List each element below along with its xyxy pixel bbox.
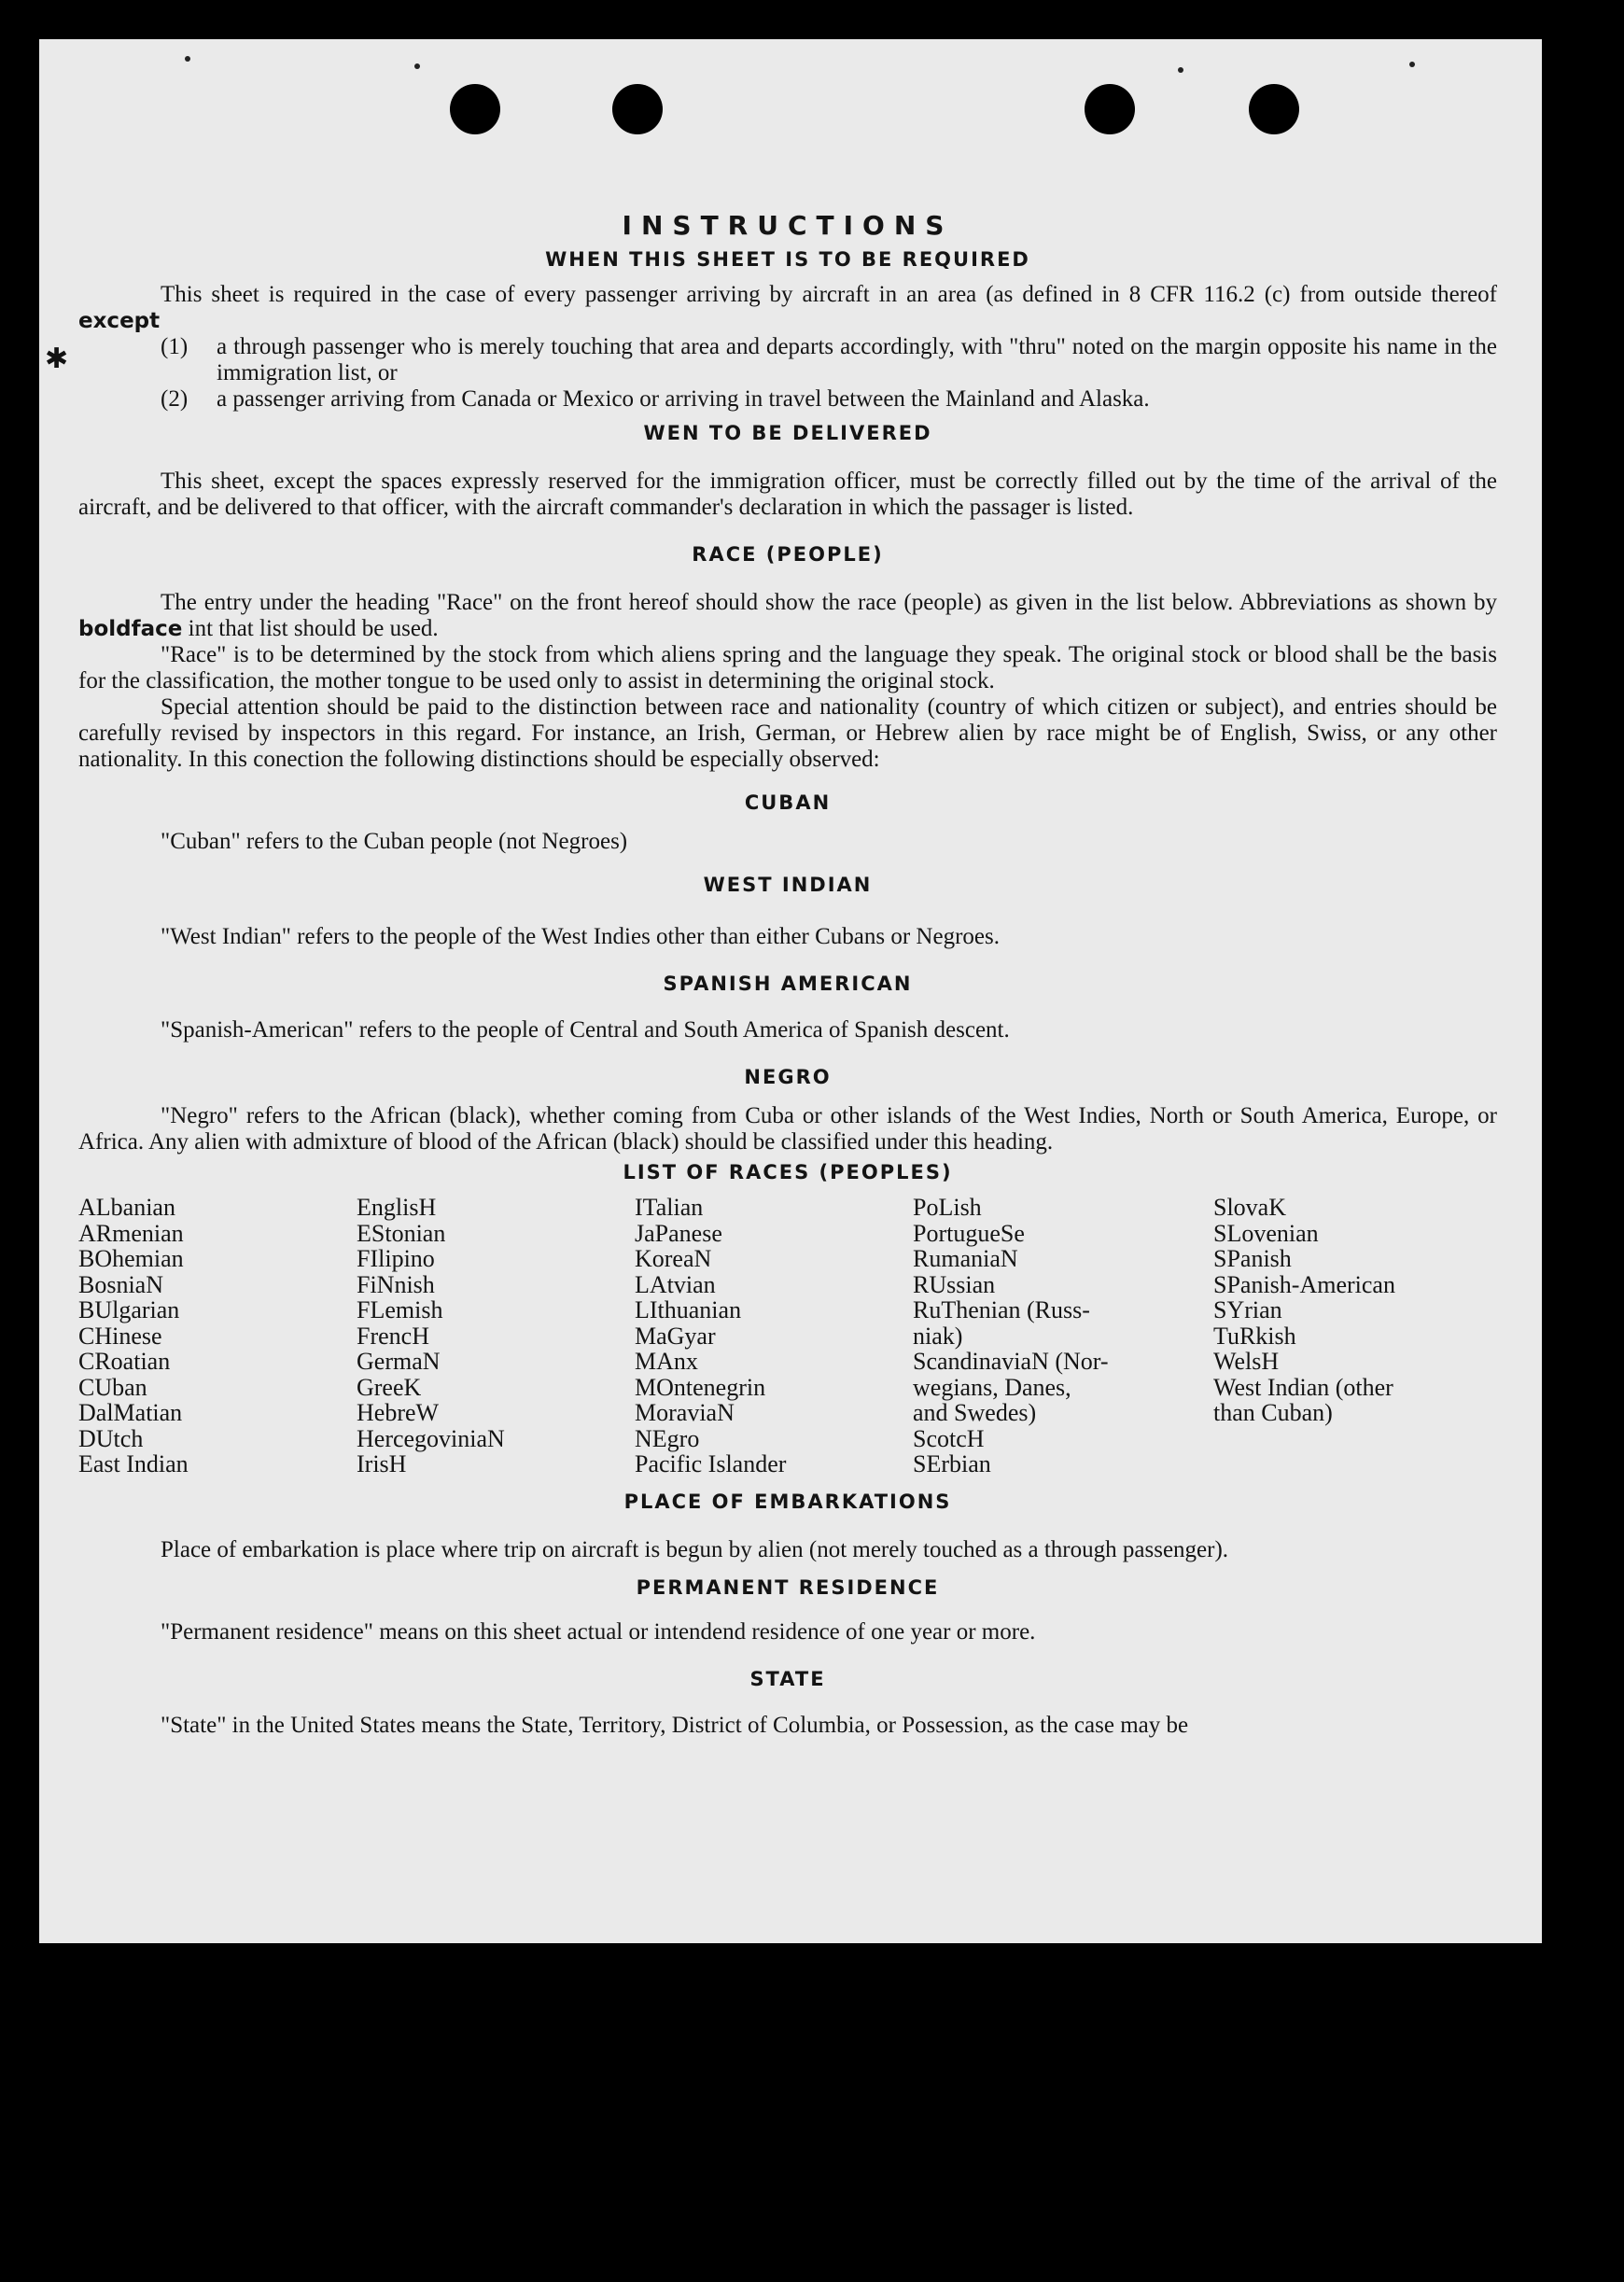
list-item (78, 386, 1497, 413)
paragraph-race-1b: int that list should be used. (188, 616, 439, 641)
race-entry: EStonian (357, 1219, 446, 1247)
punch-hole (1249, 84, 1299, 134)
race-list (78, 1195, 1497, 1477)
race-entry: JaPanese (635, 1219, 722, 1247)
list-item (78, 334, 1497, 386)
section-heading-spanish-american: SPANISH AMERICAN (663, 973, 913, 995)
race-entry: KoreaN (635, 1245, 712, 1272)
paragraph-race-1a: The entry under the heading "Race" on the front hereof should show the race (people) as given in the list below. Abbreviations as shown by (161, 590, 1497, 615)
paragraph-west-indian: "West Indian" refers to the people of the West Indies other than either Cubans or Negroes. (161, 924, 1000, 949)
race-entry: TuRkish (1213, 1322, 1296, 1350)
section-heading-cuban: CUBAN (744, 791, 832, 814)
section-heading-negro: NEGRO (744, 1066, 832, 1088)
paragraph-state: "State" in the United States means the State, Territory, District of Columbia, or Possession, as the case may be (161, 1712, 1189, 1738)
punch-hole (1085, 84, 1135, 134)
race-entry: FrencH (357, 1322, 429, 1350)
race-entry: ITalian (635, 1194, 704, 1221)
paragraph-required (78, 282, 1497, 334)
race-entry: MoraviaN (635, 1399, 735, 1426)
race-entry: PoLish (913, 1194, 982, 1221)
race-entry: EnglisH (357, 1194, 437, 1221)
race-entry: FIlipino (357, 1245, 435, 1272)
paragraph-required-text: This sheet is required in the case of every passenger arriving by aircraft in an area (as defined in 8 CFR 116.2 (c) from outside thereof (161, 282, 1497, 307)
race-entry: LAtvian (635, 1270, 716, 1298)
race-entry: FLemish (357, 1296, 443, 1323)
race-entry: DalMatian (78, 1399, 183, 1426)
race-entry: East Indian (78, 1450, 189, 1477)
paragraph-embarkation: Place of embarkation is place where trip on aircraft is begun by alien (not merely touched as a through passenger). (161, 1536, 1229, 1562)
section-heading-residence: PERMANENT RESIDENCE (636, 1575, 940, 1599)
section-heading-west-indian: WEST INDIAN (703, 874, 873, 896)
paper-speck (414, 63, 420, 69)
race-entry: BUlgarian (78, 1296, 180, 1323)
race-entry: CRoatian (78, 1348, 171, 1375)
paragraph-delivered: This sheet, except the spaces expressly reserved for the immigration officer, must be correctly filled out by the time of the arrival of the aircraft, and be delivered to that officer, with the aircraft commander's declaration in which the passager is listed. (78, 469, 1497, 520)
punch-hole (450, 84, 500, 134)
margin-mark: ✱ (45, 343, 69, 374)
list-item-text: a passenger arriving from Canada or Mexico or arriving in travel between the Mainland and Alaska. (217, 386, 1150, 412)
document-page (39, 39, 1542, 1943)
paper-speck (1178, 67, 1183, 73)
race-entry: GermaN (357, 1348, 441, 1375)
race-entry: CHinese (78, 1322, 162, 1350)
race-entry: SPanish-American (1213, 1270, 1395, 1298)
race-entry: CUban (78, 1373, 147, 1401)
paragraph-negro: "Negro" refers to the African (black), whether coming from Cuba or other islands of the West Indies, North or South America, Europe, or Africa. Any alien with admixture of blood of the African (black) should be classified under this heading. (78, 1103, 1497, 1155)
race-entry: SLovenian (1213, 1219, 1319, 1247)
race-entry: HebreW (357, 1399, 440, 1426)
punch-hole (612, 84, 663, 134)
race-entry: SPanish (1213, 1245, 1292, 1272)
section-heading-state: STATE (749, 1667, 826, 1690)
race-entry: ARmenian (78, 1219, 184, 1247)
race-entry: ScandinaviaN (Nor- wegians, Danes, and Swedes) (913, 1348, 1109, 1426)
race-entry: MAnx (635, 1348, 698, 1375)
race-column (1213, 1195, 1497, 1477)
boldface-word: boldface (78, 617, 183, 641)
race-entry: MOntenegrin (635, 1373, 766, 1401)
section-heading-embarkation: PLACE OF EMBARKATIONS (623, 1490, 952, 1513)
race-entry: RuThenian (Russ- niak) (913, 1296, 1090, 1350)
race-entry: SErbian (913, 1450, 991, 1477)
except-word: except (78, 309, 161, 333)
race-column (913, 1195, 1213, 1477)
section-heading-delivered: WEN TO BE DELIVERED (643, 422, 932, 444)
race-column (78, 1195, 357, 1477)
race-entry: IrisH (357, 1450, 407, 1477)
list-item-number: (1) (161, 334, 189, 359)
race-entry: PortugueSe (913, 1219, 1025, 1247)
paper-speck (185, 56, 190, 62)
list-item-text: a through passenger who is merely touching that area and departs accordingly, with "thru" noted on the margin opposite his name in the immigration list, or (217, 334, 1497, 385)
race-entry: West Indian (other than Cuban) (1213, 1373, 1393, 1426)
paragraph-cuban: "Cuban" refers to the Cuban people (not Negroes) (161, 829, 628, 854)
section-heading-required: WHEN THIS SHEET IS TO BE REQUIRED (545, 248, 1030, 271)
paragraph-residence: "Permanent residence" means on this sheet actual or intendend residence of one year or more. (161, 1618, 1036, 1645)
race-entry: HercegoviniaN (357, 1424, 505, 1452)
paragraph-race-1 (78, 590, 1497, 642)
race-column (635, 1195, 913, 1477)
list-item-number: (2) (161, 386, 189, 412)
race-entry: BosniaN (78, 1270, 163, 1298)
race-entry: Pacific Islander (635, 1450, 787, 1477)
race-column (357, 1195, 635, 1477)
race-entry: SlovaK (1213, 1194, 1286, 1221)
race-entry: BOhemian (78, 1245, 184, 1272)
page-title: INSTRUCTIONS (622, 210, 954, 241)
race-entry: FiNnish (357, 1270, 435, 1298)
race-entry: NEgro (635, 1424, 700, 1452)
race-entry: LIthuanian (635, 1296, 742, 1323)
race-entry: WelsH (1213, 1348, 1280, 1375)
paragraph-race-2: "Race" is to be determined by the stock from which aliens spring and the language they speak. The original stock or blood shall be the basis for the classification, the mother tongue to be used only to assist in determining the original stock. (78, 642, 1497, 693)
race-entry: DUtch (78, 1424, 144, 1452)
instructions-text (78, 170, 1497, 1739)
race-entry: ALbanian (78, 1194, 175, 1221)
paragraph-spanish-american: "Spanish-American" refers to the people of Central and South America of Spanish descent. (161, 1017, 1010, 1043)
paper-speck (1409, 62, 1415, 67)
race-entry: MaGyar (635, 1322, 716, 1350)
paragraph-race-3: Special attention should be paid to the distinction between race and nationality (country of which citizen or subject), and entries should be carefully revised by inspectors in this regard. For instance, an Irish, German, or Hebrew alien by race might be of English, Swiss, or any other nationality. In this conection the following distinctions should be especially observed: (78, 694, 1497, 772)
race-entry: ScotcH (913, 1424, 985, 1452)
section-heading-race-list: LIST OF RACES (PEOPLES) (623, 1161, 953, 1183)
race-entry: RUssian (913, 1270, 996, 1298)
section-heading-race: RACE (PEOPLE) (692, 543, 884, 566)
race-entry: RumaniaN (913, 1245, 1018, 1272)
race-entry: GreeK (357, 1373, 422, 1401)
race-entry: SYrian (1213, 1296, 1282, 1323)
